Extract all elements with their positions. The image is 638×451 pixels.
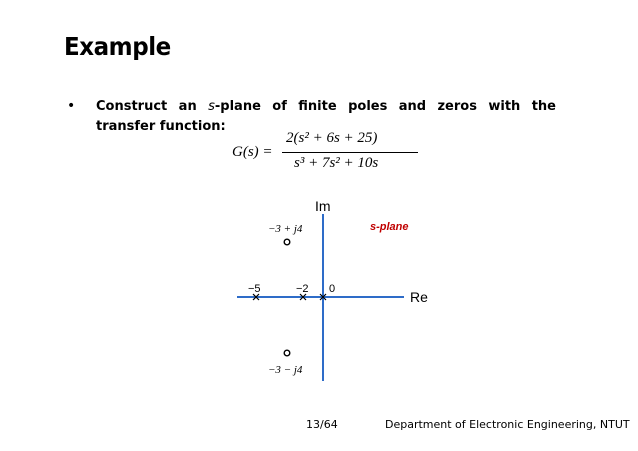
re-axis-label: Re xyxy=(410,289,428,305)
pole-label: −5 xyxy=(248,283,261,295)
zero-lower xyxy=(268,350,303,376)
bullet-text-italic-s: s xyxy=(208,99,215,114)
bullet-text-suffix: -plane of finite poles and zeros with the transfer function: xyxy=(96,99,556,134)
pole-label: 0 xyxy=(329,283,336,295)
equation-numerator: 2(s² + 6s + 25) xyxy=(286,130,378,146)
slide-title: Example xyxy=(64,32,171,61)
zero-upper xyxy=(268,223,303,245)
bullet-text-prefix: Construct an xyxy=(96,99,209,114)
equation-denominator: s³ + 7s² + 10s xyxy=(294,155,379,171)
bullet-marker: • xyxy=(67,98,76,114)
zero-label: −3 − j4 xyxy=(268,364,303,376)
im-axis-label: Im xyxy=(315,198,331,214)
s-plane-label: s-plane xyxy=(370,221,409,233)
page-number: 13/64 xyxy=(306,418,338,431)
zero-label: −3 + j4 xyxy=(268,223,303,235)
zero-circle-icon xyxy=(284,239,290,245)
zero-circle-icon xyxy=(284,350,290,356)
equation-lhs: G(s) = xyxy=(232,144,273,160)
department-label: Department of Electronic Engineering, NTUT xyxy=(385,418,630,431)
pole-label: −2 xyxy=(296,283,309,295)
